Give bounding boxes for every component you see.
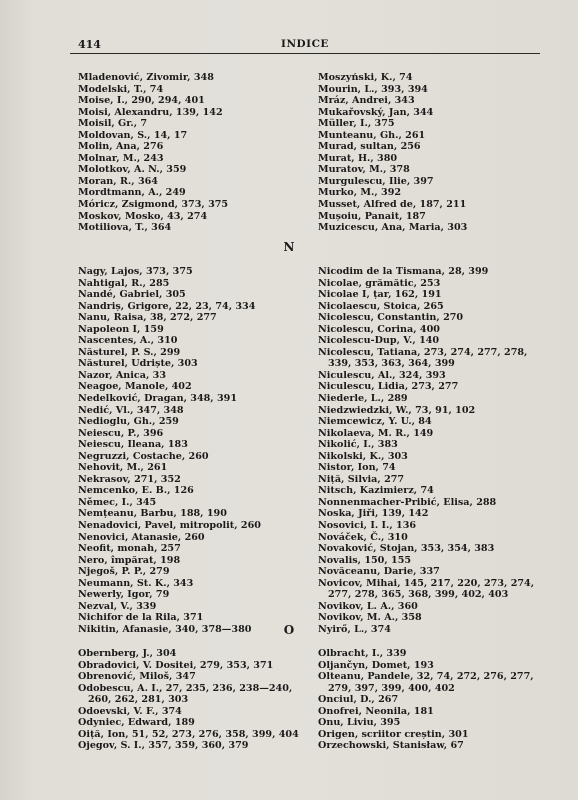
index-entry: Nicolescu, Corina, 400 xyxy=(318,323,440,335)
index-entry: Novicov, Mihai, 145, 217, 220, 273, 274, 277, 278, 365, 368, 399, 402, 403 xyxy=(318,577,535,601)
index-entry: Nistor, Ion, 74 xyxy=(318,462,396,474)
index-entry: Newerly, Igor, 79 xyxy=(78,589,170,601)
index-entry: Obrenović, Miloš, 347 xyxy=(78,671,196,683)
index-entry: Niederle, L., 289 xyxy=(318,393,408,405)
index-entry: Nicolescu-Dup, V., 140 xyxy=(318,335,440,347)
index-column-left-o xyxy=(78,648,310,752)
index-entry: Năsturel, Udriște, 303 xyxy=(78,358,198,370)
index-entry: Nováček, Č., 310 xyxy=(318,531,408,543)
index-entry: Nicolaescu, Stoica, 265 xyxy=(318,300,444,312)
index-entry: Molotkov, A. N., 359 xyxy=(78,164,187,176)
index-entry: Nehovit, M., 261 xyxy=(78,462,168,474)
index-entry: Moldovan, S., 14, 17 xyxy=(78,129,188,141)
index-entry: Novikov, L. A., 360 xyxy=(318,600,418,612)
index-entry: Müller, I., 375 xyxy=(318,118,395,130)
index-entry: Nanu, Raisa, 38, 272, 277 xyxy=(78,312,217,324)
index-entry: Nikitin, Afanasie, 340, 378—380 xyxy=(78,623,252,635)
index-entry: Munteanu, Gh., 261 xyxy=(318,129,426,141)
index-entry: Neiescu, P., 396 xyxy=(78,427,164,439)
index-entry: Mușoiu, Panait, 187 xyxy=(318,210,426,222)
index-entry: Motiliova, T., 364 xyxy=(78,222,172,234)
index-entry: Molnar, M., 243 xyxy=(78,152,164,164)
index-entry: Nedelković, Dragan, 348, 391 xyxy=(78,393,238,405)
index-entry: Odoevski, V. F., 374 xyxy=(78,705,182,717)
index-entry: Murgulescu, Ilie, 397 xyxy=(318,175,434,187)
index-entry: Nedioglu, Gh., 259 xyxy=(78,416,179,428)
index-entry: Obradovici, V. Dositei, 279, 353, 371 xyxy=(78,659,274,671)
index-entry: Molin, Ana, 276 xyxy=(78,141,164,153)
index-entry: Nazor, Anica, 33 xyxy=(78,369,167,381)
index-entry: Moran, R., 364 xyxy=(78,175,158,187)
header-rule xyxy=(70,53,540,54)
index-entry: Mordtmann, A., 249 xyxy=(78,187,186,199)
index-entry: Mráz, Andrei, 343 xyxy=(318,95,415,107)
index-entry: Nonnenmacher-Pribić, Elisa, 288 xyxy=(318,496,497,508)
index-entry: Nascentes, A., 310 xyxy=(78,335,178,347)
index-entry: Niedzwiedzki, W., 73, 91, 102 xyxy=(318,404,476,416)
index-column-right-n xyxy=(318,266,546,636)
section-letter-o: O xyxy=(283,623,295,637)
index-entry: Nyirő, L., 374 xyxy=(318,623,391,635)
index-entry: Neiescu, Ileana, 183 xyxy=(78,439,188,451)
index-entry: Nagy, Lajos, 373, 375 xyxy=(78,266,193,277)
index-entry: Móricz, Zsigmond, 373, 375 xyxy=(78,199,229,211)
index-entry: Niță, Silvia, 277 xyxy=(318,473,405,485)
index-entry: Onciul, D., 267 xyxy=(318,694,399,706)
index-entry: Nicolescu, Constantin, 270 xyxy=(318,312,464,324)
index-entry: Nenadovici, Pavel, mitropolit, 260 xyxy=(78,520,261,532)
index-entry: Olbracht, I., 339 xyxy=(318,648,407,659)
index-entry: Onu, Liviu, 395 xyxy=(318,717,401,729)
index-entry: Neagoe, Manole, 402 xyxy=(78,381,192,393)
index-entry: Novăceanu, Darie, 337 xyxy=(318,566,440,578)
index-entry: Neofit, monah, 257 xyxy=(78,543,181,555)
index-entry: Nitsch, Kazimierz, 74 xyxy=(318,485,434,497)
index-entry: Nicolae I, țar, 162, 191 xyxy=(318,289,442,301)
index-entry: Nezval, V., 339 xyxy=(78,600,157,612)
index-entry: Njegoš, P. P., 279 xyxy=(78,566,170,578)
index-entry: Novikov, M. A., 358 xyxy=(318,612,422,624)
running-title: INDICE xyxy=(281,38,329,50)
index-entry: Mukařovský, Jan, 344 xyxy=(318,106,434,118)
page-header xyxy=(70,36,540,54)
index-entry: Origen, scriitor creștin, 301 xyxy=(318,728,469,740)
index-entry: Ojegov, S. I., 357, 359, 360, 379 xyxy=(78,740,249,752)
index-entry: Niculescu, Al., 324, 393 xyxy=(318,369,446,381)
index-entry: Nikolski, K., 303 xyxy=(318,450,408,462)
index-entry: Napoleon I, 159 xyxy=(78,323,164,335)
index-entry: Moisi, Alexandru, 139, 142 xyxy=(78,106,223,118)
index-entry: Olteanu, Pandele, 32, 74, 272, 276, 277, 279, 397, 399, 400, 402 xyxy=(318,671,534,694)
index-column-right-o xyxy=(318,648,546,752)
index-entry: Novaković, Stojan, 353, 354, 383 xyxy=(318,543,495,555)
index-entry: Nandriș, Grigore, 22, 23, 74, 334 xyxy=(78,300,256,312)
index-entry: Nicolescu, Tatiana, 273, 274, 277, 278, 339, 353, 363, 364, 399 xyxy=(318,346,528,370)
index-entry: Nahtigal, R., 285 xyxy=(78,277,170,289)
index-entry: Murat, H., 380 xyxy=(318,152,398,164)
index-entry: Nemcenko, E. B., 126 xyxy=(78,485,194,497)
index-entry: Nero, împărat, 198 xyxy=(78,554,181,566)
page-number: 414 xyxy=(78,38,101,51)
index-entry: Novalis, 150, 155 xyxy=(318,554,412,566)
index-entry: Negruzzi, Costache, 260 xyxy=(78,450,209,462)
index-entry: Nicodim de la Tismana, 28, 399 xyxy=(318,266,489,277)
index-entry: Nikolić, I., 383 xyxy=(318,439,398,451)
index-entry: Odyniec, Edward, 189 xyxy=(78,717,195,729)
index-entry: Nekrasov, 271, 352 xyxy=(78,473,181,485)
index-entry: Noska, Jiři, 139, 142 xyxy=(318,508,429,520)
index-entry: Nikolaeva, M. R., 149 xyxy=(318,427,434,439)
index-entry: Niemcewicz, Y. U., 84 xyxy=(318,416,432,428)
index-entry: Nenovici, Atanasie, 260 xyxy=(78,531,205,543)
index-entry: Năsturel, P. S., 299 xyxy=(78,346,181,358)
index-entry: Moisil, Gr., 7 xyxy=(78,118,148,130)
index-entry: Odobescu, A. I., 27, 235, 236, 238—240, 260, 262, 281, 303 xyxy=(78,682,293,706)
index-entry: Murko, M., 392 xyxy=(318,187,402,199)
index-column-right-m xyxy=(318,72,546,234)
index-entry: Nandé, Gabriel, 305 xyxy=(78,289,186,301)
index-entry: Moise, I., 290, 294, 401 xyxy=(78,95,205,107)
index-entry: Oiță, Ion, 51, 52, 273, 276, 358, 399, 404 xyxy=(78,728,299,740)
index-entry: Nedić, Vl., 347, 348 xyxy=(78,404,184,416)
section-letter-n: N xyxy=(283,240,295,254)
index-entry: Onofrei, Neonila, 181 xyxy=(318,705,434,717)
index-entry: Muzicescu, Ana, Maria, 303 xyxy=(318,222,468,234)
index-entry: Nosovici, I. I., 136 xyxy=(318,520,417,532)
index-column-left-n xyxy=(78,266,310,636)
index-entry: Moszyński, K., 74 xyxy=(318,72,413,83)
index-entry: Nichifor de la Rila, 371 xyxy=(78,612,204,624)
index-column-left-m xyxy=(78,72,310,234)
index-entry: Nemțeanu, Barbu, 188, 190 xyxy=(78,508,227,520)
index-entry: Modelski, T., 74 xyxy=(78,83,164,95)
index-entry: Oljančyn, Domet, 193 xyxy=(318,659,434,671)
index-entry: Murad, sultan, 256 xyxy=(318,141,421,153)
index-entry: Musset, Alfred de, 187, 211 xyxy=(318,199,467,211)
index-entry: Muratov, M., 378 xyxy=(318,164,410,176)
index-entry: Nicolae, grămătic, 253 xyxy=(318,277,441,289)
index-entry: Němec, I., 345 xyxy=(78,496,157,508)
index-entry: Orzechowski, Stanisław, 67 xyxy=(318,740,464,752)
index-entry: Obernberg, J., 304 xyxy=(78,648,177,659)
index-entry: Moskov, Mosko, 43, 274 xyxy=(78,210,208,222)
index-entry: Mladenović, Zivomir, 348 xyxy=(78,72,214,83)
index-entry: Neumann, St. K., 343 xyxy=(78,577,194,589)
index-entry: Niculescu, Lidia, 273, 277 xyxy=(318,381,459,393)
index-entry: Mourin, L., 393, 394 xyxy=(318,83,428,95)
